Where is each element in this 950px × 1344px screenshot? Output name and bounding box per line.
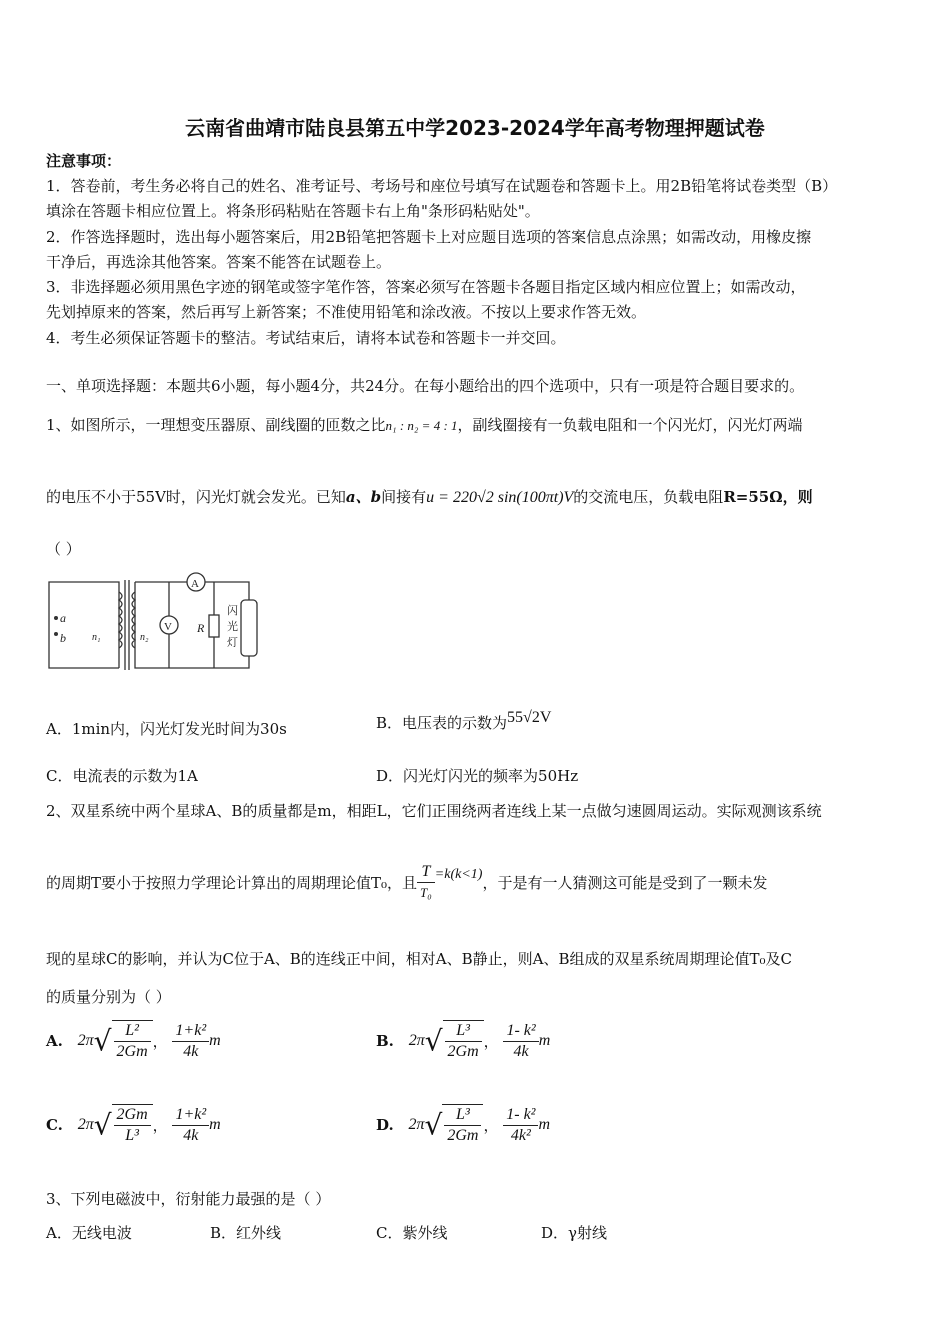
q1-line1 [46,414,803,435]
q3-option-b[interactable]: B．红外线 [210,1224,282,1242]
q2-option-a[interactable]: A. 2π√ $\frac{\text{L²}}{2Gm}$ ， $\frac{\text{1+k²}}{4k}$ m [46,1021,221,1060]
section-heading: 一、单项选择题：本题共6小题，每小题4分，共24分。在每小题给出的四个选项中，只有一项是符合题目要求的。 [46,377,805,395]
notice-line: 1．答卷前，考生务必将自己的姓名、准考证号、考场号和座位号填写在试题卷和答题卡上。用2B铅笔将试卷类型（B） [46,177,838,195]
q1-option-c[interactable]: C．电流表的示数为1A [46,767,198,785]
q1-text: 间接有 [381,488,427,506]
q3-option-d[interactable]: D．γ射线 [541,1224,607,1242]
q2-option-d[interactable]: D. 2π√ $\frac{\text{L³}}{2Gm}$ ， $\frac{\text{1- k²}}{\text{4k²}}$ m [376,1105,551,1144]
lamp-char: 灯 [227,636,238,649]
q1-formula: u = 220√2 sin(100πt)V [426,489,574,506]
q2-line4: 的质量分别为（ ） [46,988,171,1006]
primary-wire-top [56,582,119,668]
transformer-circuit-diagram [44,570,274,674]
q2-option-b[interactable]: B. 2π√ $\frac{\text{L³}}{2Gm}$ ， $\frac{\text{1- k²}}{4k}$ m [376,1021,551,1060]
voltmeter-label: V [164,621,172,633]
lamp-char: 闪 [227,604,238,617]
option-text: B．电压表的示数为 [376,714,508,732]
notice-line: 4．考生必须保证答题卡的整洁。考试结束后，请将本试卷和答题卡一并交回。 [46,329,566,347]
notice-line: 填涂在答题卡相应位置上。将条形码粘贴在答题卡右上角"条形码粘贴处"。 [46,202,540,220]
notice-line: 先划掉原来的答案，然后再写上新答案；不准使用铅笔和涂改液。不按以上要求作答无效。 [46,303,647,321]
ammeter-label: A [191,578,199,590]
terminal-b-label: b [60,631,66,645]
q1-paren: （ ） [46,540,81,558]
q1-option-b[interactable] [376,709,552,733]
q1-text: 的电压不小于55V时，闪光灯就会发光。已知 [46,488,346,506]
q1-text: 1、如图所示，一理想变压器原、副线圈的匝数之比 [46,416,386,434]
q2-option-c[interactable]: C. 2π√ $\frac{2Gm}{\text{L³}}$ ， $\frac{\text{1+k²}}{4k}$ m [46,1105,221,1144]
notice-line: 3．非选择题必须用黑色字迹的钢笔或签字笔作答，答案必须写在答题卡各题目指定区域内相应位置上；如需改动， [46,278,806,296]
q1-ratio: n₁ : n₂ = 4 : 1 [385,418,458,433]
page-title: 云南省曲靖市陆良县第五中学2023-2024学年高考物理押题试卷 [185,116,765,140]
q1-resistance: R=55Ω，则 [723,488,813,506]
q2-ratio-fraction: $\frac{T}{\text{T₀}}$ [417,862,435,903]
q3-option-a[interactable]: A．无线电波 [46,1224,132,1242]
terminal-a-label: a [60,611,66,625]
q3-option-c[interactable]: C．紫外线 [376,1224,448,1242]
q2-line2 [46,862,767,903]
q2-condition: =k(k<1) [434,866,483,882]
q2-line3: 现的星球C的影响，并认为C位于A、B的连线正中间，相对A、B静止，则A、B组成的双星系统周期理论值T₀及C [46,950,793,968]
q1-option-a[interactable]: A．1min内，闪光灯发光时间为30s [46,720,287,738]
q1-text: ，副线圈接有一负载电阻和一个闪光灯，闪光灯两端 [457,416,803,434]
q2-text: ，于是有一人猜测这可能是受到了一颗未发 [482,874,768,892]
q3-stem: 3、下列电磁波中，衍射能力最强的是（ ） [46,1190,331,1208]
notice-line: 干净后，再选涂其他答案。答案不能答在试题卷上。 [46,253,392,271]
q1-line2 [46,486,813,507]
resistor-label: R [197,621,205,635]
n1-label: n₁ [92,632,101,643]
n2-label: n₂ [140,632,149,643]
notice-heading: 注意事项： [46,152,122,170]
option-formula: 55√2V [507,709,552,726]
q1-option-d[interactable]: D．闪光灯闪光的频率为50Hz [376,767,579,785]
notice-line: 2．作答选择题时，选出每小题答案后，用2B铅笔把答题卡上对应题目选项的答案信息点涂黑；如需改动，用橡皮擦 [46,228,812,246]
q1-text: 的交流电压，负载电阻 [573,488,724,506]
lamp-char: 光 [227,620,238,633]
resistor [209,615,219,637]
q1-ab: a、b [345,488,382,506]
primary-wire [49,582,119,668]
flash-lamp [241,600,257,656]
q2-line1: 2、双星系统中两个星球A、B的质量都是m，相距L，它们正围绕两者连线上某一点做匀速圆周运动。实际观测该系统 [46,802,822,820]
q2-text: 的周期T要小于按照力学理论计算出的周期理论值T₀，且 [46,874,418,892]
